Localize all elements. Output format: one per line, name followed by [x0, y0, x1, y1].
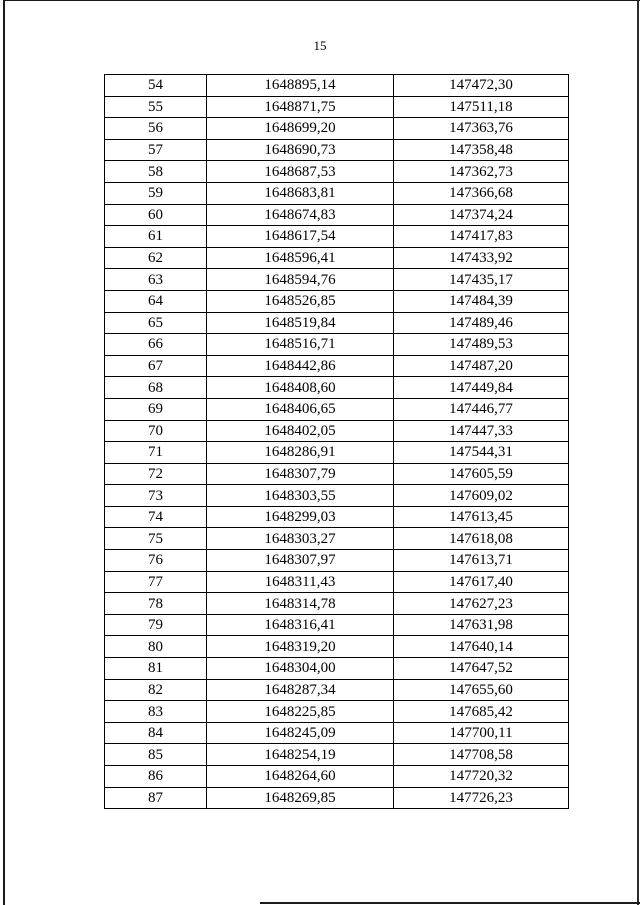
point-number-cell: 64 [105, 290, 207, 312]
x-coordinate-cell: 1648895,14 [207, 75, 394, 97]
x-coordinate-cell: 1648287,34 [207, 679, 394, 701]
x-coordinate-cell: 1648225,85 [207, 701, 394, 723]
table-row [105, 701, 569, 723]
y-coordinate-cell: 147618,08 [394, 528, 569, 550]
y-coordinate-cell: 147446,77 [394, 398, 569, 420]
point-number-cell: 72 [105, 463, 207, 485]
x-coordinate-cell: 1648314,78 [207, 593, 394, 615]
scan-border-bottom [260, 902, 640, 904]
y-coordinate-cell: 147655,60 [394, 679, 569, 701]
x-coordinate-cell: 1648304,00 [207, 658, 394, 680]
table-row [105, 204, 569, 226]
x-coordinate-cell: 1648594,76 [207, 269, 394, 291]
table-row [105, 96, 569, 118]
point-number-cell: 79 [105, 614, 207, 636]
x-coordinate-cell: 1648519,84 [207, 312, 394, 334]
y-coordinate-cell: 147489,46 [394, 312, 569, 334]
x-coordinate-cell: 1648408,60 [207, 377, 394, 399]
point-number-cell: 87 [105, 787, 207, 809]
point-number-cell: 77 [105, 571, 207, 593]
table-row [105, 161, 569, 183]
x-coordinate-cell: 1648526,85 [207, 290, 394, 312]
y-coordinate-cell: 147489,53 [394, 334, 569, 356]
y-coordinate-cell: 147363,76 [394, 118, 569, 140]
y-coordinate-cell: 147609,02 [394, 485, 569, 507]
point-number-cell: 76 [105, 550, 207, 572]
y-coordinate-cell: 147472,30 [394, 75, 569, 97]
table-row [105, 269, 569, 291]
x-coordinate-cell: 1648286,91 [207, 442, 394, 464]
table-row [105, 247, 569, 269]
x-coordinate-cell: 1648269,85 [207, 787, 394, 809]
table-row [105, 658, 569, 680]
x-coordinate-cell: 1648245,09 [207, 722, 394, 744]
y-coordinate-cell: 147447,33 [394, 420, 569, 442]
x-coordinate-cell: 1648303,55 [207, 485, 394, 507]
y-coordinate-cell: 147708,58 [394, 744, 569, 766]
point-number-cell: 70 [105, 420, 207, 442]
x-coordinate-cell: 1648319,20 [207, 636, 394, 658]
y-coordinate-cell: 147484,39 [394, 290, 569, 312]
y-coordinate-cell: 147631,98 [394, 614, 569, 636]
point-number-cell: 84 [105, 722, 207, 744]
table-row [105, 398, 569, 420]
y-coordinate-cell: 147435,17 [394, 269, 569, 291]
y-coordinate-cell: 147511,18 [394, 96, 569, 118]
y-coordinate-cell: 147613,45 [394, 506, 569, 528]
x-coordinate-cell: 1648516,71 [207, 334, 394, 356]
point-number-cell: 73 [105, 485, 207, 507]
point-number-cell: 74 [105, 506, 207, 528]
point-number-cell: 78 [105, 593, 207, 615]
y-coordinate-cell: 147366,68 [394, 182, 569, 204]
y-coordinate-cell: 147726,23 [394, 787, 569, 809]
point-number-cell: 71 [105, 442, 207, 464]
table-row [105, 118, 569, 140]
x-coordinate-cell: 1648690,73 [207, 139, 394, 161]
point-number-cell: 55 [105, 96, 207, 118]
table-row [105, 679, 569, 701]
y-coordinate-cell: 147417,83 [394, 226, 569, 248]
x-coordinate-cell: 1648402,05 [207, 420, 394, 442]
x-coordinate-cell: 1648617,54 [207, 226, 394, 248]
point-number-cell: 75 [105, 528, 207, 550]
x-coordinate-cell: 1648683,81 [207, 182, 394, 204]
y-coordinate-cell: 147362,73 [394, 161, 569, 183]
y-coordinate-cell: 147358,48 [394, 139, 569, 161]
y-coordinate-cell: 147647,52 [394, 658, 569, 680]
point-number-cell: 54 [105, 75, 207, 97]
x-coordinate-cell: 1648264,60 [207, 766, 394, 788]
x-coordinate-cell: 1648299,03 [207, 506, 394, 528]
table-row [105, 550, 569, 572]
table-row [105, 442, 569, 464]
table-row [105, 766, 569, 788]
x-coordinate-cell: 1648687,53 [207, 161, 394, 183]
point-number-cell: 65 [105, 312, 207, 334]
point-number-cell: 68 [105, 377, 207, 399]
y-coordinate-cell: 147449,84 [394, 377, 569, 399]
point-number-cell: 69 [105, 398, 207, 420]
table-row [105, 75, 569, 97]
point-number-cell: 86 [105, 766, 207, 788]
x-coordinate-cell: 1648254,19 [207, 744, 394, 766]
point-number-cell: 80 [105, 636, 207, 658]
y-coordinate-cell: 147544,31 [394, 442, 569, 464]
point-number-cell: 57 [105, 139, 207, 161]
table-row [105, 485, 569, 507]
page-number: 15 [313, 38, 327, 53]
y-coordinate-cell: 147640,14 [394, 636, 569, 658]
point-number-cell: 66 [105, 334, 207, 356]
point-number-cell: 58 [105, 161, 207, 183]
table-row [105, 139, 569, 161]
x-coordinate-cell: 1648442,86 [207, 355, 394, 377]
y-coordinate-cell: 147433,92 [394, 247, 569, 269]
point-number-cell: 82 [105, 679, 207, 701]
point-number-cell: 62 [105, 247, 207, 269]
y-coordinate-cell: 147613,71 [394, 550, 569, 572]
table-row [105, 182, 569, 204]
table-row [105, 463, 569, 485]
table-row [105, 571, 569, 593]
table-row [105, 744, 569, 766]
table-row [105, 334, 569, 356]
point-number-cell: 63 [105, 269, 207, 291]
x-coordinate-cell: 1648307,79 [207, 463, 394, 485]
point-number-cell: 56 [105, 118, 207, 140]
y-coordinate-cell: 147720,32 [394, 766, 569, 788]
y-coordinate-cell: 147605,59 [394, 463, 569, 485]
x-coordinate-cell: 1648871,75 [207, 96, 394, 118]
table-row [105, 614, 569, 636]
y-coordinate-cell: 147685,42 [394, 701, 569, 723]
point-number-cell: 83 [105, 701, 207, 723]
table-row [105, 312, 569, 334]
point-number-cell: 67 [105, 355, 207, 377]
coordinates-table [104, 74, 569, 809]
scan-border-top [3, 0, 640, 1]
x-coordinate-cell: 1648311,43 [207, 571, 394, 593]
table-row [105, 528, 569, 550]
x-coordinate-cell: 1648303,27 [207, 528, 394, 550]
coordinates-table-body [105, 75, 569, 809]
table-row [105, 506, 569, 528]
table-row [105, 636, 569, 658]
point-number-cell: 61 [105, 226, 207, 248]
x-coordinate-cell: 1648406,65 [207, 398, 394, 420]
table-row [105, 290, 569, 312]
table-row [105, 722, 569, 744]
y-coordinate-cell: 147627,23 [394, 593, 569, 615]
table-row [105, 226, 569, 248]
x-coordinate-cell: 1648596,41 [207, 247, 394, 269]
point-number-cell: 59 [105, 182, 207, 204]
x-coordinate-cell: 1648307,97 [207, 550, 394, 572]
table-row [105, 787, 569, 809]
x-coordinate-cell: 1648674,83 [207, 204, 394, 226]
x-coordinate-cell: 1648316,41 [207, 614, 394, 636]
point-number-cell: 81 [105, 658, 207, 680]
point-number-cell: 60 [105, 204, 207, 226]
scan-border-left [3, 0, 5, 905]
y-coordinate-cell: 147700,11 [394, 722, 569, 744]
y-coordinate-cell: 147487,20 [394, 355, 569, 377]
table-row [105, 377, 569, 399]
table-row [105, 420, 569, 442]
y-coordinate-cell: 147374,24 [394, 204, 569, 226]
scan-border-right [637, 0, 639, 905]
x-coordinate-cell: 1648699,20 [207, 118, 394, 140]
y-coordinate-cell: 147617,40 [394, 571, 569, 593]
point-number-cell: 85 [105, 744, 207, 766]
table-row [105, 355, 569, 377]
table-row [105, 593, 569, 615]
